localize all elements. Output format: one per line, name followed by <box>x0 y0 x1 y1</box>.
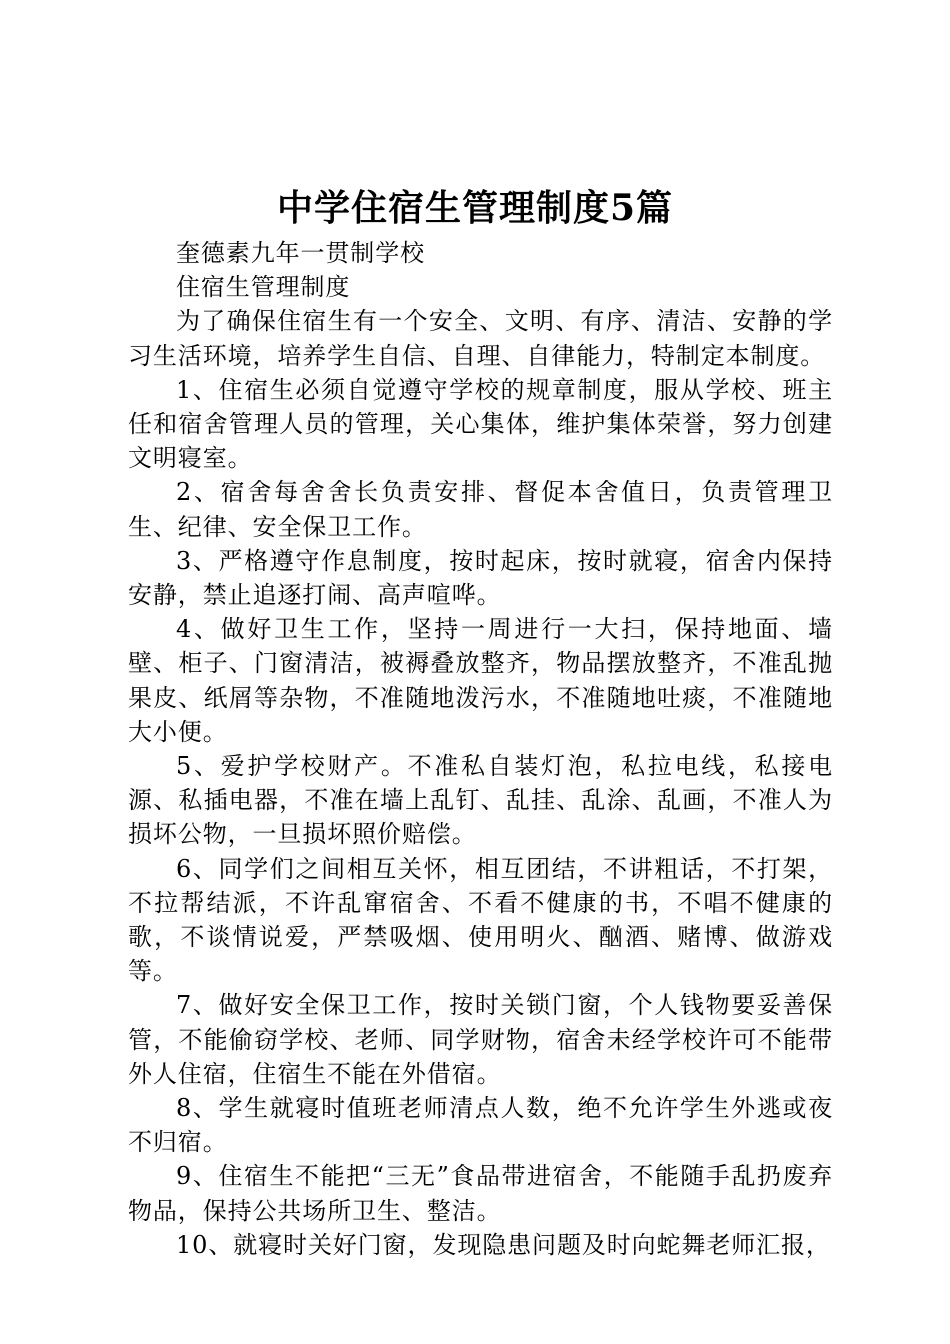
paragraph-rule-2: 2、宿舍每舍舍长负责安排、督促本舍值日，负责管理卫生、纪律、安全保卫工作。 <box>128 478 833 541</box>
paragraph-rule-8: 8、学生就寝时值班老师清点人数，绝不允许学生外逃或夜不归宿。 <box>128 1094 833 1157</box>
paragraph-rule-3: 3、严格遵守作息制度，按时起床，按时就寝，宿舍内保持安静，禁止追逐打闹、高声喧哗。 <box>128 546 833 610</box>
document-body <box>128 236 833 1262</box>
paragraph-rule-10: 10、就寝时关好门窗，发现隐患问题及时向蛇舞老师汇报， <box>176 1230 831 1259</box>
paragraph-school-name: 奎德素九年一贯制学校 <box>176 239 425 267</box>
paragraph-rule-6: 6、同学们之间相互关怀，相互团结，不讲粗话，不打架，不拉帮结派，不许乱窜宿舍、不看不健康的书，不唱不健康的歌，不谈情说爱，严禁吸烟、使用明火、酗酒、赌博、做游戏等。 <box>128 854 833 986</box>
paragraph-rule-4: 4、做好卫生工作，坚持一周进行一大扫，保持地面、墙壁、柜子、门窗清洁，被褥叠放整齐，物品摆放整齐，不准乱抛果皮、纸屑等杂物，不准随地泼污水，不准随地吐痰，不准随地大小便。 <box>128 615 833 746</box>
document-title: 中学住宿生管理制度5篇 <box>276 187 674 229</box>
paragraph-subtitle: 住宿生管理制度 <box>176 273 351 302</box>
paragraph-rule-5: 5、爱护学校财产。不准私自装灯泡，私拉电线，私接电源、私插电器，不准在墙上乱钉、乱挂、乱涂、乱画，不准人为损坏公物，一旦损坏照价赔偿。 <box>128 752 833 849</box>
paragraph-rule-1: 1、住宿生必须自觉遵守学校的规章制度，服从学校、班主任和宿舍管理人员的管理，关心集体，维护集体荣誉，努力创建文明寝室。 <box>128 375 833 473</box>
paragraph-rule-9: 9、住宿生不能把“三无”食品带进宿舍，不能随手乱扔废弃物品，保持公共场所卫生、整洁。 <box>128 1162 833 1225</box>
paragraph-intro: 为了确保住宿生有一个安全、文明、有序、清洁、安静的学习生活环境，培养学生自信、自理、自律能力，特制定本制度。 <box>128 307 833 370</box>
paragraph-rule-7: 7、做好安全保卫工作，按时关锁门窗，个人钱物要妥善保管，不能偷窃学校、老师、同学财物，宿舍未经学校许可不能带外人住宿，住宿生不能在外借宿。 <box>128 991 833 1088</box>
